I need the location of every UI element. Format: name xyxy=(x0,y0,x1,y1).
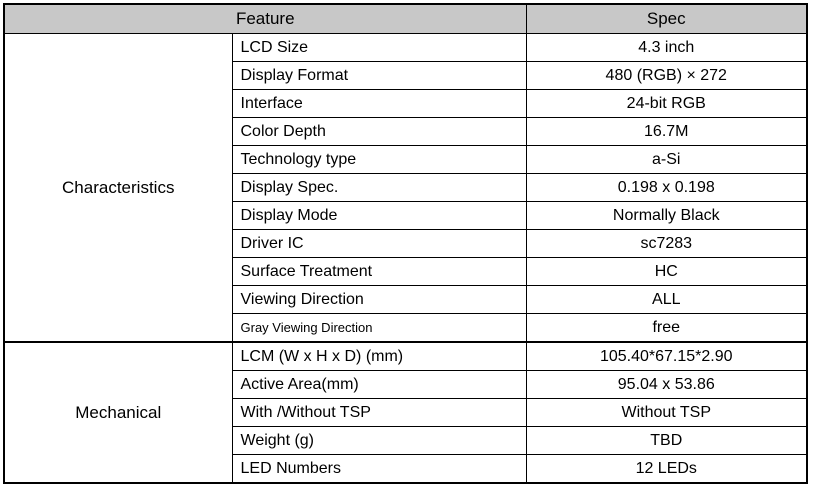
feature-cell: Driver IC xyxy=(232,230,526,258)
feature-cell: Weight (g) xyxy=(232,427,526,455)
row-group-label: Characteristics xyxy=(4,34,232,343)
spec-cell: ALL xyxy=(526,286,807,314)
feature-cell: LCD Size xyxy=(232,34,526,62)
spec-cell: sc7283 xyxy=(526,230,807,258)
feature-cell: Gray Viewing Direction xyxy=(232,314,526,343)
spec-cell: 4.3 inch xyxy=(526,34,807,62)
specification-table xyxy=(3,3,808,484)
table-row xyxy=(4,342,807,371)
spec-cell: a-Si xyxy=(526,146,807,174)
spec-cell: 0.198 x 0.198 xyxy=(526,174,807,202)
column-header-feature: Feature xyxy=(4,4,526,34)
spec-cell: 95.04 x 53.86 xyxy=(526,371,807,399)
table-row xyxy=(4,34,807,62)
feature-cell: LED Numbers xyxy=(232,455,526,484)
table-header-row xyxy=(4,4,807,34)
spec-cell: free xyxy=(526,314,807,343)
table-header xyxy=(4,4,807,34)
feature-cell: Technology type xyxy=(232,146,526,174)
spec-cell: Without TSP xyxy=(526,399,807,427)
feature-cell: Active Area(mm) xyxy=(232,371,526,399)
feature-cell: Display Mode xyxy=(232,202,526,230)
row-group-label: Mechanical xyxy=(4,342,232,483)
spec-cell: 12 LEDs xyxy=(526,455,807,484)
spec-cell: HC xyxy=(526,258,807,286)
feature-cell: Display Format xyxy=(232,62,526,90)
feature-cell: With /Without TSP xyxy=(232,399,526,427)
spec-cell: 480 (RGB) × 272 xyxy=(526,62,807,90)
table-body xyxy=(4,34,807,484)
feature-cell: Viewing Direction xyxy=(232,286,526,314)
feature-cell: Display Spec. xyxy=(232,174,526,202)
spec-cell: 16.7M xyxy=(526,118,807,146)
feature-cell: Color Depth xyxy=(232,118,526,146)
feature-cell: Surface Treatment xyxy=(232,258,526,286)
spec-cell: 105.40*67.15*2.90 xyxy=(526,342,807,371)
spec-cell: Normally Black xyxy=(526,202,807,230)
spec-cell: 24-bit RGB xyxy=(526,90,807,118)
feature-cell: Interface xyxy=(232,90,526,118)
feature-cell: LCM (W x H x D) (mm) xyxy=(232,342,526,371)
spec-cell: TBD xyxy=(526,427,807,455)
column-header-spec: Spec xyxy=(526,4,807,34)
